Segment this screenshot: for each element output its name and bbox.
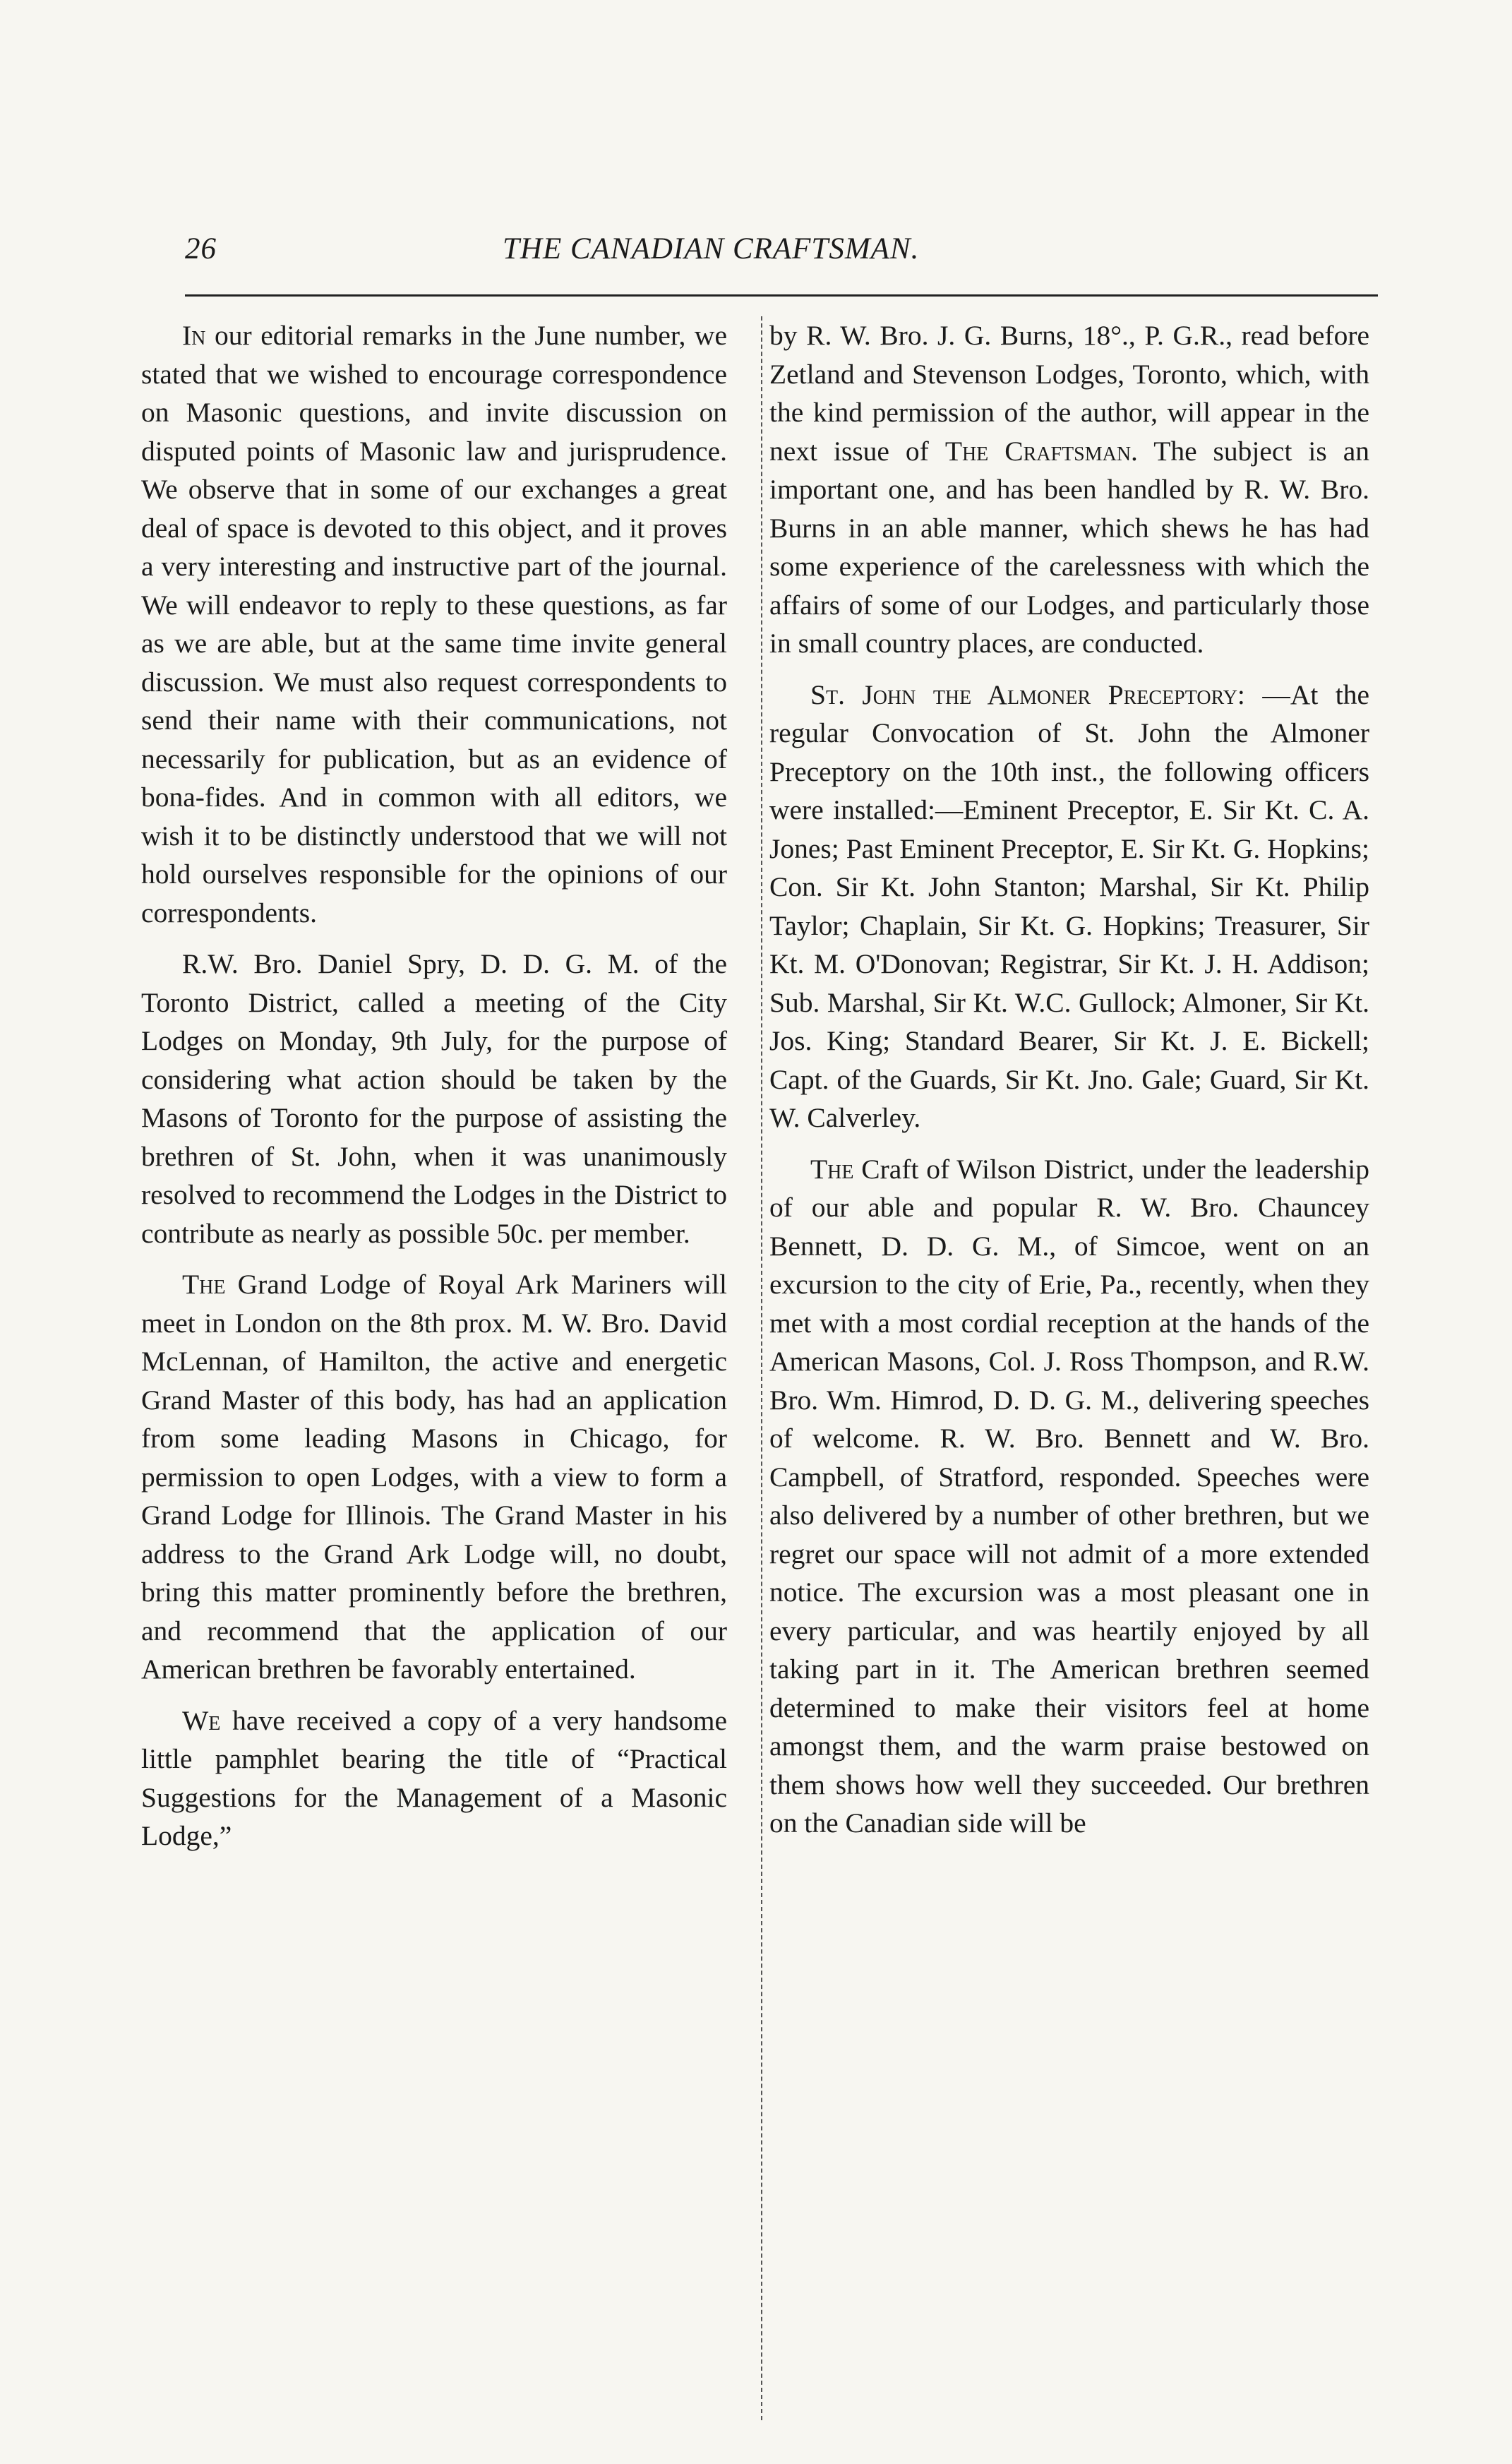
- pamphlet-paragraph: [141, 1702, 727, 1855]
- page-number: 26: [185, 232, 217, 265]
- preceptory-paragraph: [769, 676, 1369, 1137]
- craftsman-name: The Craftsman.: [944, 435, 1138, 467]
- pamphlet-continued-paragraph: [769, 316, 1369, 663]
- paragraph-text: our editorial remarks in the June number, we stated that we wished to encourage correspondence on Masonic questions, and invite discussion on disputed points of Masonic law and jurisprudence. We observe that in some of our exchanges a great deal of space is devoted to this object, and it proves a very interesting and instructive part of the journal. We will endeavor to reply to these questions, as far as we are able, but at the same time invite general discussion. We must also request correspondents to send their name with their communications, not necessarily for publication, but as an evidence of bona-fides. And in common with all editors, we wish it to be distinctly understood that we will not hold ourselves responsible for the opinions of our correspondents.: [141, 320, 727, 928]
- header-rule: [185, 294, 1378, 297]
- left-column: [141, 316, 727, 1868]
- paragraph-text: by R. W. Bro. J. G. Burns, 18°., P. G.R., read before Zetland and Stevenson Lodges, Toronto, which, with the kind permission of the author, will appear in the next issue of: [769, 320, 1369, 467]
- lead-word: We: [182, 1704, 221, 1736]
- lead-word: The: [810, 1153, 854, 1185]
- right-column: [769, 316, 1369, 1855]
- lead-heading: St. John the Almoner Preceptory:: [810, 678, 1245, 710]
- paragraph-text: R.W. Bro. Daniel Spry, D. D. G. M. of the Toronto District, called a meeting of the City Lodges on Monday, 9th July, for the purpose of considering what action should be taken by the Masons of Toronto for the purpose of assisting the brethren of St. John, when it was unanimously resolved to recommend the Lodges in the District to contribute as nearly as possible 50c. per member.: [141, 948, 727, 1249]
- paragraph-text: Craft of Wilson District, under the leadership of our able and popular R. W. Bro. Chauncey Bennett, D. D. G. M., of Simcoe, went on an excursion to the city of Erie, Pa., recently, when they met with a most cordial reception at the hands of the American Masons, Col. J. Ross Thompson, and R.W. Bro. Wm. Himrod, D. D. G. M., delivering speeches of welcome. R. W. Bro. Bennett and W. Bro. Campbell, of Stratford, responded. Speeches were also delivered by a number of other brethren, but we regret our space will not admit of a more extended notice. The excursion was a most pleasant one in every particular, and was heartily enjoyed by all taking part in it. The American brethren seemed determined to make their visitors feel at home amongst them, and the warm praise bestowed on them shows how well they succeeded. Our brethren on the Canadian side will be: [769, 1153, 1369, 1838]
- page-header: [185, 225, 1378, 281]
- paragraph-text: —At the regular Convocation of St. John the Almoner Preceptory on the 10th inst., the following officers were installed:—Eminent Preceptor, E. Sir Kt. C. A. Jones; Past Eminent Preceptor, E. Sir Kt. G. Hopkins; Con. Sir Kt. John Stanton; Marshal, Sir Kt. Philip Taylor; Chaplain, Sir Kt. G. Hopkins; Treasurer, Sir Kt. M. O'Donovan; Registrar, Sir Kt. J. H. Addison; Sub. Marshal, Sir Kt. W.C. Gullock; Almoner, Sir Kt. Jos. King; Standard Bearer, Sir Kt. J. E. Bickell; Capt. of the Guards, Sir Kt. Jno. Gale; Guard, Sir Kt. W. Calverley.: [769, 678, 1370, 1133]
- toronto-district-paragraph: [141, 945, 727, 1252]
- lead-word: The: [182, 1269, 226, 1300]
- column-divider: [761, 316, 762, 2420]
- lead-word: In: [182, 320, 206, 351]
- wilson-district-paragraph: [769, 1150, 1369, 1843]
- paragraph-text: The subject is an important one, and has been handled by R. W. Bro. Burns in an able manner, which shews he has had some experience of the carelessness with which the affairs of some of our Lodges, and particularly those in small country places, are conducted.: [769, 435, 1369, 659]
- paragraph-text: Grand Lodge of Royal Ark Mariners will meet in London on the 8th prox. M. W. Bro. David McLennan, of Hamilton, the active and energetic Grand Master of this body, has had an application from some leading Masons in Chicago, for permission to open Lodges, with a view to form a Grand Lodge for Illinois. The Grand Master in his address to the Grand Ark Lodge will, no doubt, bring this matter prominently before the brethren, and recommend that the application of our American brethren be favorably entertained.: [141, 1269, 728, 1685]
- running-title: THE CANADIAN CRAFTSMAN.: [503, 232, 920, 265]
- royal-ark-mariners-paragraph: [141, 1265, 727, 1689]
- paragraph-text: have received a copy of a very handsome little pamphlet bearing the title of “Practical Suggestions for the Management of a Masonic Lodge,”: [141, 1704, 728, 1851]
- editorial-remarks-paragraph: [141, 316, 727, 932]
